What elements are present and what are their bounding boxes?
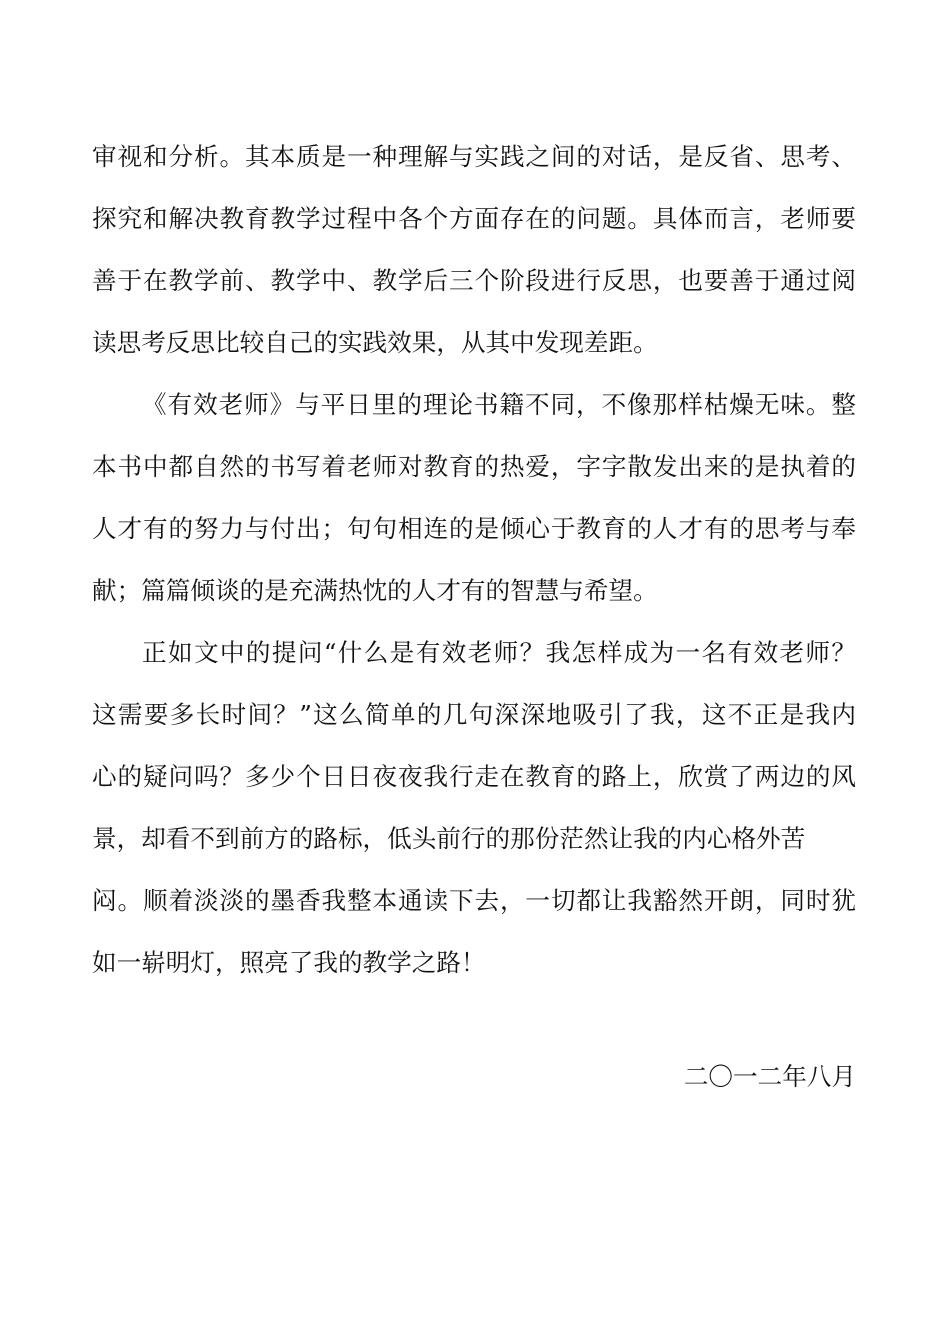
paragraph-2 <box>92 374 856 622</box>
text-line: 如一崭明灯，照亮了我的教学之路！ <box>92 948 486 977</box>
text-line: 闷。顺着淡淡的墨香我整本通读下去，一切都让我豁然开朗，同时犹 <box>92 886 856 915</box>
text-line: 探究和解决教育教学过程中各个方面存在的问题。具体而言，老师要 <box>92 204 856 233</box>
text-line: 审视和分析。其本质是一种理解与实践之间的对话，是反省、思考、 <box>92 142 856 171</box>
text-line: 献；篇篇倾谈的是充满热忱的人才有的智慧与希望。 <box>92 576 658 605</box>
text-line: 善于在教学前、教学中、教学后三个阶段进行反思，也要善于通过阅 <box>92 266 856 295</box>
text-line: 《有效老师》与平日里的理论书籍不同，不像那样枯燥无味。整 <box>142 390 856 419</box>
text-line: 读思考反思比较自己的实践效果，从其中发现差距。 <box>92 328 658 357</box>
document-date: 二〇一二年八月 <box>683 1062 856 1091</box>
paragraph-1 <box>92 126 856 374</box>
text-line: 人才有的努力与付出；句句相连的是倾心于教育的人才有的思考与奉 <box>92 514 856 543</box>
text-line: 景，却看不到前方的路标，低头前行的那份茫然让我的内心格外苦 <box>92 824 806 853</box>
text-line: 正如文中的提问“什么是有效老师？我怎样成为一名有效老师？ <box>142 638 856 667</box>
text-line: 这需要多长时间？”这么简单的几句深深地吸引了我，这不正是我内 <box>92 700 856 729</box>
text-line: 心的疑问吗？多少个日日夜夜我行走在教育的路上，欣赏了两边的风 <box>92 762 856 791</box>
paragraph-3 <box>92 622 856 994</box>
text-line: 本书中都自然的书写着老师对教育的热爱，字字散发出来的是执着的 <box>92 452 856 481</box>
document-body <box>92 126 856 994</box>
